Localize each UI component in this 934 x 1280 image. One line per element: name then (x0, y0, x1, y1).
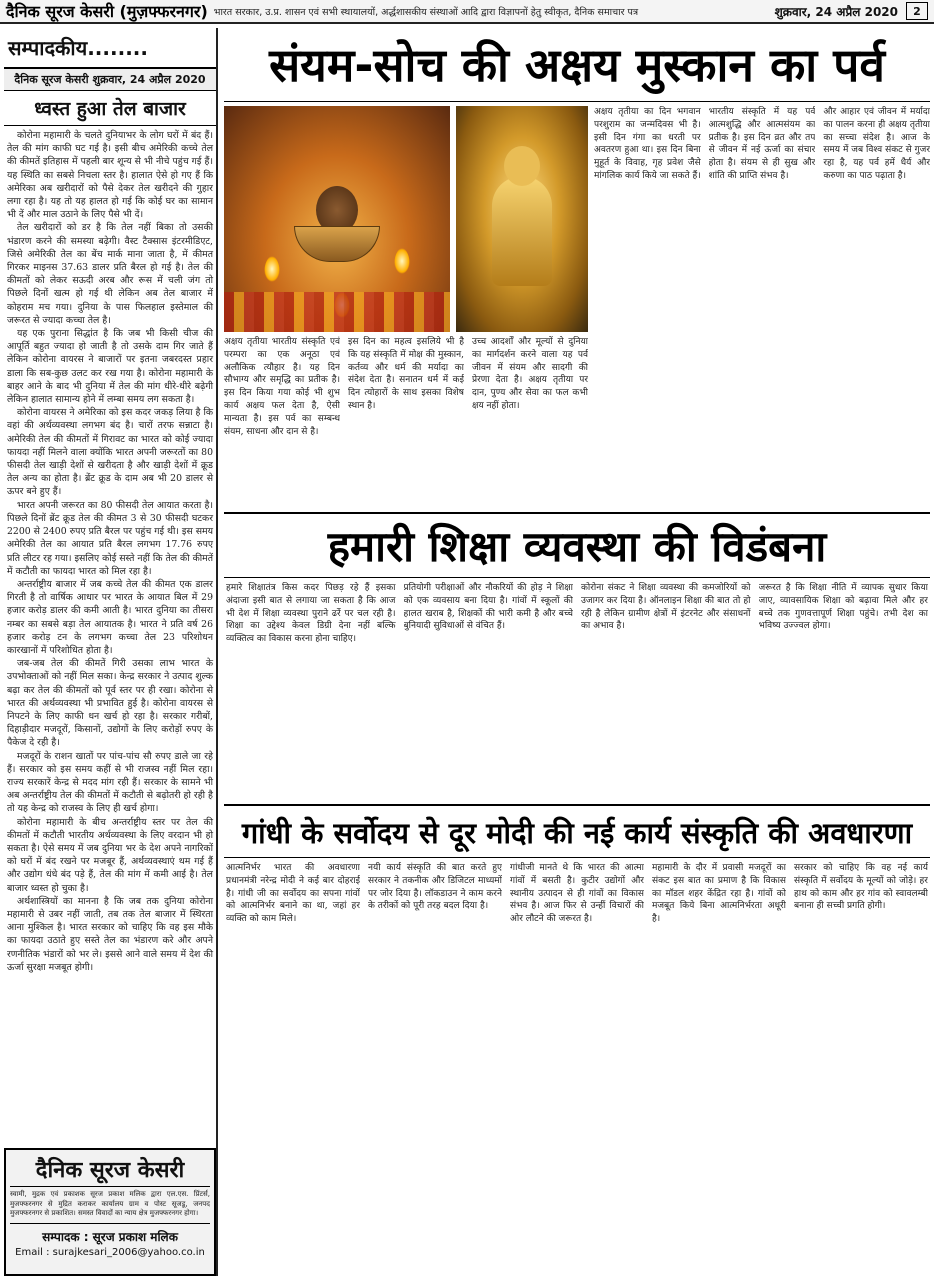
article3-body (224, 858, 930, 1268)
article2-headline: हमारी शिक्षा व्यवस्था की विडंबना (224, 512, 930, 578)
page-header (0, 0, 934, 24)
editorial-paragraph: कोरोना महामारी के चलते दुनियाभर के लोग घरों में बंद हैं। तेल की मांग काफी घट गई है। इसी बीच अमेरिकी कच्चे तेल की कीमतें इतिहास में पहली बार शून्य से भी नीचे पहुंच गई हैं। यह स्थिति का सबसे निचला स्तर है। हालात ऐसे हो गए हैं कि अमेरिका अब खरीदारों को पैसे देकर तेल खरीदने की गुहार लगा रहा है। यह तो यह हालत हो गई कि कोई घर का सामान भी दें और माल उठाने के लिए पैसे भी दें। (7, 130, 213, 221)
editorial-paragraph: तेल खरीदारों को डर है कि तेल नहीं बिका तो उसकी भंडारण करने की समस्या बढ़ेगी। वैस्ट टैक्सास इंटरमीडिएट, जिसे अमेरिकी तेल का बेंच मार्क माना जाता है, में कीमत गिरकर माइनस 37.63 डालर प्रति बैरल हो गई है। तेल की कीमतों को लेकर सऊदी अरब और रूस में चली जंग तो पिछले दिनों खत्म हो गई थी लेकिन अब तेल बाजार में कोहराम मच गया। दुनिया के पास फिलहाल इस्तेमाल की जरूरत से ज्यादा कच्चा तेल है। (7, 222, 213, 326)
issue-date: शुक्रवार, 24 अप्रैल 2020 (774, 4, 898, 19)
article2-col2: प्रतियोगी परीक्षाओं और नौकरियों की होड़ ने शिक्षा को एक व्यवसाय बना दिया है। गांवों में स्कूलों की हालत खराब है, शिक्षकों की भारी कमी है और बच्चे बुनियादी सुविधाओं से वंचित हैं। (403, 583, 573, 632)
imprint-box (4, 1148, 216, 1276)
editorial-paragraph: कोरोना वायरस ने अमेरिका को इस कदर जकड़ लिया है कि वहां की अर्थव्यवस्था लगभग बंद है। चारों तरफ सन्नाटा है। अमेरिकी तेल की कीमतों में गिरावट का भारत को कोई ज्यादा फायदा नहीं मिलने वाला क्योंकि भारत अपनी जरूरतों का 80 फीसदी तेल खाड़ी देशों से खरीदता है और खाड़ी देशों में क्रूड तेल अन्य का होता है। ब्रेंट क्रूड के दाम अब भी 20 डालर से ऊपर बने हुए हैं। (7, 407, 213, 498)
article1-col6: और आहार एवं जीवन में मर्यादा का पालन करना ही अक्षय तृतीया का सच्चा संदेश है। आज के समय में जब विश्व संकट से गुजर रहा है, यह पर्व हमें धैर्य और करुणा का पाठ पढ़ाता है। (823, 107, 931, 181)
main-content (224, 28, 930, 1276)
editorial-paragraph: अन्तर्राष्ट्रीय बाजार में जब कच्चे तेल की कीमत एक डालर गिरती है तो वार्षिक आधार पर भारत के आयात बिल में 29 हजार करोड़ डालर की कमी आती है। भारत दुनिया का तीसरा नम्बर का सबसे बड़ा तेल आयातक है। भारत ने प्रति वर्ष 26 हजार करोड़ टन के लगभग कच्चा तेल 23 परिशोधन कारखानों में परिशोधित होता है। (7, 578, 213, 656)
editorial-paragraph: अर्थशास्त्रियों का मानना है कि जब तक दुनिया कोरोना महामारी से उबर नहीं जाती, तब तक तेल बाजार में स्थिरता आना मुश्किल है। भारत सरकार को चाहिए कि वह इस मौके का फायदा उठाते हुए सस्ते तेल का भंडारण करे और अपने रणनीतिक भंडारों को भर ले। इससे आने वाले समय में देश की ऊर्जा सुरक्षा मजबूत होगी। (7, 895, 213, 973)
imprint-email: Email : surajkesari_2006@yahoo.co.in (15, 1246, 205, 1258)
article1-col3: उच्च आदर्शों और मूल्यों से दुनिया का मार्गदर्शन करने वाला यह पर्व जीवन में संयम और सादगी की प्रेरणा देता है। अक्षय तृतीया पर दान, पुण्य और सेवा का फल कभी क्षय नहीं होता। (472, 337, 588, 411)
editorial-dateline: दैनिक सूरज केसरी शुक्रवार, 24 अप्रैल 2020 (4, 69, 216, 91)
editorial-column (4, 28, 218, 1276)
imprint-title: दैनिक सूरज केसरी (10, 1154, 210, 1187)
tagline: भारत सरकार, उ.प्र. शासन एवं सभी स्थायालयों, अर्द्धशासकीय संस्थाओं आदि द्वारा विज्ञापनों हेतु स्वीकृत, दैनिक समाचार पत्र (213, 6, 639, 18)
editorial-body (4, 126, 216, 977)
article1-col1: अक्षय तृतीया भारतीय संस्कृति एवं परम्परा का एक अनूठा एवं अलौकिक त्यौहार है। यह दिन सौभाग्य और समृद्धि का प्रतीक है। इस दिन किया गया कोई भी शुभ कार्य अक्षय फल देता है, ऐसी मान्यता है। इस पर्व का सम्बन्ध संयम, साधना और दान से है। (224, 337, 340, 437)
article1-col5: भारतीय संस्कृति में यह पर्व आत्मशुद्धि और आत्मसंयम का प्रतीक है। इस दिन व्रत और तप से जीवन में नई ऊर्जा का संचार होता है। संयम से ही सुख और शांति की प्राप्ति संभव है। (708, 107, 816, 181)
diya-photo (224, 106, 450, 332)
article1-col2: इस दिन का महत्व इसलिये भी है कि यह संस्कृति में मोक्ष की मुस्कान, कर्तव्य और धर्म की मर्यादा का संदेश देता है। सनातन धर्म में कई दिन त्योहारों के साथ इसका विशेष स्थान है। (348, 337, 464, 411)
article2-col1: हमारे शिक्षातंत्र किस कदर पिछड़ रहे हैं इसका अंदाजा इसी बात से लगाया जा सकता है कि आज भी देश में शिक्षा व्यवस्था पुराने ढर्रे पर चल रही है। शिक्षा का उद्देश्य केवल डिग्री देना नहीं बल्कि व्यक्तित्व का विकास करना होना चाहिए। (226, 583, 396, 645)
article2-col3: कोरोना संकट ने शिक्षा व्यवस्था की कमजोरियों को उजागर कर दिया है। ऑनलाइन शिक्षा की बात तो हो रही है लेकिन ग्रामीण क्षेत्रों में इंटरनेट और संसाधनों का अभाव है। (581, 583, 751, 632)
article1-col4: अक्षय तृतीया का दिन भगवान परशुराम का जन्मदिवस भी है। इसी दिन गंगा का धरती पर अवतरण हुआ था। इस दिन बिना मुहूर्त के विवाह, गृह प्रवेश जैसे मांगलिक कार्य किये जा सकते हैं। (594, 107, 701, 181)
article2-body (224, 578, 930, 804)
article3-col3: गांधीजी मानते थे कि भारत की आत्मा गांवों में बसती है। कुटीर उद्योगों और स्थानीय उत्पादन से ही गांवों का विकास संभव है। आज फिर से उन्हीं विचारों की ओर लौटने की जरूरत है। (510, 863, 644, 925)
imprint-details: स्वामी, मुद्रक एवं प्रकाशक सूरज प्रकाश मलिक द्वारा एल.एस. प्रिंटर्स, मुजफ्फरनगर से मुद्रित कराकर कार्यालय ग्राम व पोस्ट सूजडू, जनपद मुजफ्फरनगर से प्रकाशित। समस्त विवादों का न्याय क्षेत्र मुजफ्फरनगर होगा। (10, 1190, 210, 1217)
masthead: दैनिक सूरज केसरी (मुज़फ्फरनगर) (6, 2, 208, 21)
page-number: 2 (906, 2, 928, 20)
editorial-paragraph: यह एक पुराना सिद्धांत है कि जब भी किसी चीज की आपूर्ति बहुत ज्यादा हो जाती है तो उसके दाम गिर जाते हैं लेकिन कोरोना वायरस ने बाजारों पर इतना जबरदस्त प्रहार डाला कि सब-कुछ उलट कर रख गया है। कोरोना महामारी के बाहर आने के बाद भी दुनिया में तेल की मांग धीरे-धीरे बढ़ेगी लेकिन हालात सामान्य होने में लम्बा समय लग सकता है। (7, 328, 213, 406)
article3-headline: गांधी के सर्वोदय से दूर मोदी की नई कार्य संस्कृति की अवधारणा (224, 804, 930, 858)
article1-body (224, 102, 930, 512)
editorial-paragraph: मजदूरों के राशन खातों पर पांच-पांच सौ रुपए डाले जा रहे हैं। सरकार को इस समय कहीं से भी राजस्व नहीं मिल रहा। राज्य सरकारें केन्द्र से मदद मांग रही हैं। सरकार के सामने भी अब अन्तर्राष्ट्रीय तेल की कीमतों में कटौती से बढ़ोतरी हो रही है तो यह केन्द्र को राजस्व के लिए ही खर्च होगा। (7, 750, 213, 815)
article3-col5: सरकार को चाहिए कि वह नई कार्य संस्कृति में सर्वोदय के मूल्यों को जोड़े। हर हाथ को काम और हर गांव को स्वावलम्बी बनाना ही सच्ची प्रगति होगी। (794, 863, 928, 912)
article1-headline: संयम-सोच की अक्षय मुस्कान का पर्व (224, 28, 930, 102)
editorial-paragraph: भारत अपनी जरूरत का 80 फीसदी तेल आयात करता है। पिछले दिनों ब्रेंट क्रूड तेल की कीमत 3 से 30 फीसदी घटकर 2200 से 2400 रुपए प्रति बैरल पर पहुंच गई थी। इस समय अमेरिकी तेल का आयात प्रति बैरल लगभग 17.76 रुपए प्रति लीटर रह गया। इसलिए कोई सस्ते नहीं कि तेल की कीमतें में कटौती का फायदा भारत को मिल रहा है। (7, 499, 213, 577)
idol-photo (456, 106, 588, 332)
editorial-section-title: सम्पादकीय........ (4, 28, 216, 69)
imprint-editor: सम्पादक : सूरज प्रकाश मलिक (10, 1223, 210, 1245)
editorial-paragraph: कोरोना महामारी के बीच अन्तर्राष्ट्रीय स्तर पर तेल की कीमतों में कटौती भारतीय अर्थव्यवस्था के लिए वरदान भी हो सकता है। ऐसे समय में जब दुनिया भर के देश अपने नागरिकों को घरों में बंद रखने पर मजबूर हैं, अर्थव्यवस्थाएं थम गई हैं और उद्योग धंधे बंद पड़े हैं, तेल की मांग में कमी आई है। तेल बाजार ध्वस्त हो चुका है। (7, 816, 213, 894)
article3-col1: आत्मनिर्भर भारत की अवधारणा प्रधानमंत्री नरेन्द्र मोदी ने कई बार दोहराई है। गांधी जी का सर्वोदय का सपना गांवों को आत्मनिर्भर बनाने का था, जहां हर व्यक्ति को काम मिले। (226, 863, 360, 925)
article3-col4: महामारी के दौर में प्रवासी मजदूरों का संकट इस बात का प्रमाण है कि विकास का मॉडल शहर केंद्रित रहा है। गांवों को मजबूत किये बिना आत्मनिर्भरता अधूरी है। (652, 863, 786, 925)
article2-col4: जरूरत है कि शिक्षा नीति में व्यापक सुधार किया जाए, व्यावसायिक शिक्षा को बढ़ावा मिले और हर बच्चे तक गुणवत्तापूर्ण शिक्षा पहुंचे। तभी देश का भविष्य उज्ज्वल होगा। (758, 583, 928, 632)
editorial-headline: ध्वस्त हुआ तेल बाजार (4, 91, 216, 126)
article3-col2: नयी कार्य संस्कृति की बात करते हुए सरकार ने तकनीक और डिजिटल माध्यमों पर जोर दिया है। लॉकडाउन ने काम करने के तरीकों को पूरी तरह बदल दिया है। (368, 863, 502, 912)
editorial-paragraph: जब-जब तेल की कीमतें गिरी उसका लाभ भारत के उपभोक्ताओं को नहीं मिल सका। केन्द्र सरकार ने उत्पाद शुल्क बढ़ा कर तेल की कीमतों को पूर्व स्तर पर ही रखा। कोरोना से भारत की अर्थव्यवस्था भी प्रभावित हुई है। कोरोना वायरस से निपटने के लिए काफी धन खर्च हो रहा है। सरकार गरीबों, दिहाड़ीदार मजदूरों, किसानों, उद्योगों के लिए करोड़ों रुपए के पैकेज दे रही है। (7, 658, 213, 749)
